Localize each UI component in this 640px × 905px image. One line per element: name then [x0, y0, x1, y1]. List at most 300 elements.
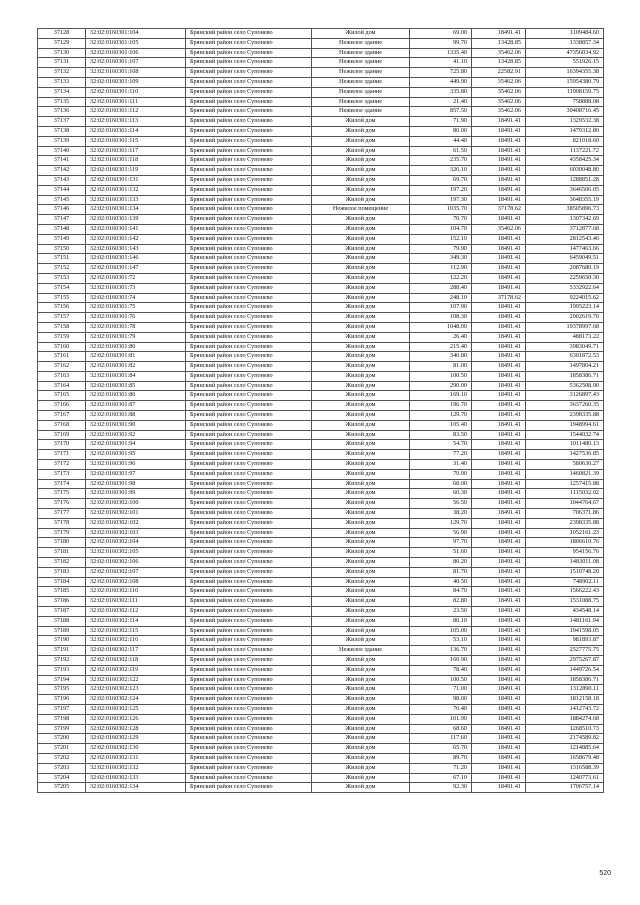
area-cell: 104.70 [410, 224, 472, 234]
table-row [38, 362, 604, 372]
address-cell: Брянский район село Супонево [186, 636, 312, 646]
table-row [38, 234, 604, 244]
table-row [38, 58, 604, 68]
object-type-cell: Нежилое здание [312, 97, 410, 107]
total-value-cell: 981893.87 [526, 636, 604, 646]
total-value-cell: 1268510.73 [526, 724, 604, 734]
row-index-cell: 37203 [38, 763, 86, 773]
address-cell: Брянский район село Супонево [186, 626, 312, 636]
row-index-cell: 37188 [38, 616, 86, 626]
address-cell: Брянский район село Супонево [186, 450, 312, 460]
area-cell: 1035.70 [410, 205, 472, 215]
table-row [38, 195, 604, 205]
cadastral-number-cell: 32:02:0160302:128 [86, 724, 186, 734]
row-index-cell: 37200 [38, 734, 86, 744]
row-index-cell: 37198 [38, 714, 86, 724]
unit-price-cell: 35462.06 [472, 97, 526, 107]
unit-price-cell: 18491.41 [472, 460, 526, 470]
cadastral-number-cell: 32:02:0160301:112 [86, 107, 186, 117]
area-cell: 68.60 [410, 724, 472, 734]
total-value-cell: 1312890.11 [526, 685, 604, 695]
address-cell: Брянский район село Супонево [186, 587, 312, 597]
row-index-cell: 37164 [38, 381, 86, 391]
total-value-cell: 1858386.71 [526, 675, 604, 685]
unit-price-cell: 18491.41 [472, 303, 526, 313]
area-cell: 100.50 [410, 675, 472, 685]
address-cell: Брянский район село Супонево [186, 293, 312, 303]
unit-price-cell: 18491.41 [472, 469, 526, 479]
cadastral-number-cell: 32:02:0160302:114 [86, 616, 186, 626]
area-cell: 129.70 [410, 518, 472, 528]
row-index-cell: 37195 [38, 685, 86, 695]
object-type-cell: Жилой дом [312, 293, 410, 303]
cadastral-number-cell: 32:02:0160301:74 [86, 293, 186, 303]
unit-price-cell: 13428.85 [472, 38, 526, 48]
table-row [38, 714, 604, 724]
row-index-cell: 37172 [38, 460, 86, 470]
area-cell: 105.40 [410, 420, 472, 430]
unit-price-cell: 18491.41 [472, 518, 526, 528]
cadastral-number-cell: 32:02:0160301:106 [86, 48, 186, 58]
object-type-cell: Жилой дом [312, 548, 410, 558]
row-index-cell: 37176 [38, 499, 86, 509]
total-value-cell: 488173.22 [526, 332, 604, 342]
unit-price-cell: 18491.41 [472, 450, 526, 460]
row-index-cell: 37191 [38, 646, 86, 656]
object-type-cell: Жилой дом [312, 597, 410, 607]
table-row [38, 528, 604, 538]
object-type-cell: Нежилое здание [312, 58, 410, 68]
area-cell: 84.70 [410, 587, 472, 597]
row-index-cell: 37146 [38, 205, 86, 215]
area-cell: 41.10 [410, 58, 472, 68]
row-index-cell: 37137 [38, 117, 86, 127]
unit-price-cell: 13428.85 [472, 58, 526, 68]
row-index-cell: 37153 [38, 273, 86, 283]
unit-price-cell: 18491.41 [472, 273, 526, 283]
table-row [38, 107, 604, 117]
cadastral-number-cell: 32:02:0160301:76 [86, 313, 186, 323]
cadastral-number-cell: 32:02:0160301:79 [86, 332, 186, 342]
row-index-cell: 37128 [38, 29, 86, 39]
address-cell: Брянский район село Супонево [186, 166, 312, 176]
object-type-cell: Жилой дом [312, 714, 410, 724]
object-type-cell: Жилой дом [312, 156, 410, 166]
cadastral-number-cell: 32:02:0160301:87 [86, 401, 186, 411]
total-value-cell: 1948994.61 [526, 420, 604, 430]
object-type-cell: Жилой дом [312, 607, 410, 617]
area-cell: 69.00 [410, 29, 472, 39]
total-value-cell: 434548.14 [526, 607, 604, 617]
address-cell: Брянский район село Супонево [186, 97, 312, 107]
address-cell: Брянский район село Супонево [186, 77, 312, 87]
total-value-cell: 1497804.21 [526, 362, 604, 372]
cadastral-number-cell: 32:02:0160301:81 [86, 352, 186, 362]
cadastral-number-cell: 32:02:0160301:95 [86, 450, 186, 460]
area-cell: 80.20 [410, 558, 472, 568]
area-cell: 44.40 [410, 136, 472, 146]
unit-price-cell: 18491.41 [472, 675, 526, 685]
address-cell: Брянский район село Супонево [186, 283, 312, 293]
area-cell: 160.90 [410, 656, 472, 666]
object-type-cell: Жилой дом [312, 724, 410, 734]
total-value-cell: 1806610.76 [526, 538, 604, 548]
object-type-cell: Жилой дом [312, 656, 410, 666]
cadastral-number-cell: 32:02:0160301:90 [86, 420, 186, 430]
row-index-cell: 37166 [38, 401, 86, 411]
object-type-cell: Жилой дом [312, 166, 410, 176]
unit-price-cell: 18491.41 [472, 430, 526, 440]
table-row [38, 371, 604, 381]
area-cell: 857.50 [410, 107, 472, 117]
object-type-cell: Жилой дом [312, 479, 410, 489]
address-cell: Брянский район село Супонево [186, 518, 312, 528]
table-row [38, 381, 604, 391]
unit-price-cell: 18491.41 [472, 401, 526, 411]
table-row [38, 489, 604, 499]
row-index-cell: 37181 [38, 548, 86, 558]
object-type-cell: Жилой дом [312, 773, 410, 783]
area-cell: 107.90 [410, 303, 472, 313]
unit-price-cell: 18491.41 [472, 665, 526, 675]
unit-price-cell: 18491.41 [472, 156, 526, 166]
total-value-cell: 15954380.79 [526, 77, 604, 87]
total-value-cell: 1477463.66 [526, 244, 604, 254]
address-cell: Брянский район село Супонево [186, 401, 312, 411]
table-row [38, 763, 604, 773]
object-type-cell: Жилой дом [312, 264, 410, 274]
table-row [38, 175, 604, 185]
row-index-cell: 37157 [38, 313, 86, 323]
row-index-cell: 37148 [38, 224, 86, 234]
table-row [38, 460, 604, 470]
area-cell: 80.00 [410, 126, 472, 136]
unit-price-cell: 18491.41 [472, 234, 526, 244]
address-cell: Брянский район село Супонево [186, 567, 312, 577]
table-row [38, 558, 604, 568]
cadastral-number-cell: 32:02:0160301:114 [86, 126, 186, 136]
row-index-cell: 37154 [38, 283, 86, 293]
table-row [38, 420, 604, 430]
address-cell: Брянский район село Супонево [186, 273, 312, 283]
address-cell: Брянский район село Супонево [186, 489, 312, 499]
object-type-cell: Жилой дом [312, 469, 410, 479]
total-value-cell: 1137221.72 [526, 146, 604, 156]
total-value-cell: 1658679.48 [526, 753, 604, 763]
total-value-cell: 6459049.51 [526, 254, 604, 264]
unit-price-cell: 18491.41 [472, 734, 526, 744]
total-value-cell: 1941598.05 [526, 626, 604, 636]
object-type-cell: Жилой дом [312, 313, 410, 323]
object-type-cell: Жилой дом [312, 499, 410, 509]
row-index-cell: 37156 [38, 303, 86, 313]
unit-price-cell: 18491.41 [472, 254, 526, 264]
object-type-cell: Жилой дом [312, 783, 410, 793]
object-type-cell: Жилой дом [312, 254, 410, 264]
area-cell: 80.10 [410, 616, 472, 626]
row-index-cell: 37130 [38, 48, 86, 58]
table-row [38, 303, 604, 313]
address-cell: Брянский район село Супонево [186, 763, 312, 773]
unit-price-cell: 18491.41 [472, 342, 526, 352]
address-cell: Брянский район село Супонево [186, 234, 312, 244]
table-row [38, 264, 604, 274]
total-value-cell: 1115032.02 [526, 489, 604, 499]
area-cell: 122.20 [410, 273, 472, 283]
total-value-cell: 1544032.74 [526, 430, 604, 440]
cadastral-number-cell: 32:02:0160301:146 [86, 254, 186, 264]
area-cell: 108.30 [410, 313, 472, 323]
area-cell: 326.10 [410, 166, 472, 176]
unit-price-cell: 18491.41 [472, 528, 526, 538]
total-value-cell: 1240773.61 [526, 773, 604, 783]
total-value-cell: 2975267.87 [526, 656, 604, 666]
table-row [38, 734, 604, 744]
unit-price-cell: 35462.06 [472, 77, 526, 87]
table-row [38, 744, 604, 754]
cadastral-number-cell: 32:02:0160301:97 [86, 469, 186, 479]
table-row [38, 293, 604, 303]
row-index-cell: 37185 [38, 587, 86, 597]
cadastral-number-cell: 32:02:0160302:119 [86, 665, 186, 675]
object-type-cell: Жилой дом [312, 29, 410, 39]
area-cell: 105.00 [410, 626, 472, 636]
row-index-cell: 37171 [38, 450, 86, 460]
table-row [38, 38, 604, 48]
area-cell: 38.20 [410, 509, 472, 519]
row-index-cell: 37184 [38, 577, 86, 587]
unit-price-cell: 18491.41 [472, 185, 526, 195]
table-row [38, 29, 604, 39]
cadastral-number-cell: 32:02:0160301:142 [86, 234, 186, 244]
total-value-cell: 1329532.38 [526, 117, 604, 127]
row-index-cell: 37175 [38, 489, 86, 499]
table-row [38, 567, 604, 577]
row-index-cell: 37150 [38, 244, 86, 254]
total-value-cell: 2002619.70 [526, 313, 604, 323]
area-cell: 112.90 [410, 264, 472, 274]
address-cell: Брянский район село Супонево [186, 479, 312, 489]
address-cell: Брянский район село Супонево [186, 538, 312, 548]
object-type-cell: Нежилое здание [312, 77, 410, 87]
cadastral-number-cell: 32:02:0160301:113 [86, 117, 186, 127]
row-index-cell: 37129 [38, 38, 86, 48]
table-row [38, 509, 604, 519]
total-value-cell: 758888.08 [526, 97, 604, 107]
cadastral-number-cell: 32:02:0160302:103 [86, 528, 186, 538]
object-type-cell: Нежилое здание [312, 48, 410, 58]
unit-price-cell: 18491.41 [472, 773, 526, 783]
area-cell: 81.70 [410, 567, 472, 577]
row-index-cell: 37158 [38, 322, 86, 332]
total-value-cell: 3126897.43 [526, 391, 604, 401]
address-cell: Брянский район село Супонево [186, 107, 312, 117]
table-row [38, 87, 604, 97]
total-value-cell: 1449726.54 [526, 665, 604, 675]
address-cell: Брянский район село Супонево [186, 126, 312, 136]
unit-price-cell: 18491.41 [472, 391, 526, 401]
row-index-cell: 37135 [38, 97, 86, 107]
area-cell: 449.90 [410, 77, 472, 87]
total-value-cell: 1479312.80 [526, 126, 604, 136]
table-row [38, 695, 604, 705]
row-index-cell: 37159 [38, 332, 86, 342]
area-cell: 79.90 [410, 244, 472, 254]
cadastral-number-cell: 32:02:0160302:126 [86, 714, 186, 724]
total-value-cell: 1412743.72 [526, 704, 604, 714]
object-type-cell: Жилой дом [312, 342, 410, 352]
address-cell: Брянский район село Супонево [186, 136, 312, 146]
address-cell: Брянский район село Супонево [186, 646, 312, 656]
cadastral-number-cell: 32:02:0160301:75 [86, 303, 186, 313]
unit-price-cell: 18491.41 [472, 636, 526, 646]
address-cell: Брянский район село Супонево [186, 695, 312, 705]
row-index-cell: 37162 [38, 362, 86, 372]
cadastral-number-cell: 32:02:0160302:101 [86, 509, 186, 519]
unit-price-cell: 18491.41 [472, 567, 526, 577]
row-index-cell: 37147 [38, 215, 86, 225]
area-cell: 70.70 [410, 215, 472, 225]
address-cell: Брянский район село Супонево [186, 38, 312, 48]
address-cell: Брянский район село Супонево [186, 548, 312, 558]
table-row [38, 704, 604, 714]
address-cell: Брянский район село Супонево [186, 411, 312, 421]
address-cell: Брянский район село Супонево [186, 352, 312, 362]
object-type-cell: Жилой дом [312, 215, 410, 225]
table-row [38, 499, 604, 509]
unit-price-cell: 18491.41 [472, 714, 526, 724]
table-row [38, 411, 604, 421]
total-value-cell: 3646506.05 [526, 185, 604, 195]
unit-price-cell: 18491.41 [472, 753, 526, 763]
area-cell: 56.90 [410, 528, 472, 538]
area-cell: 101.90 [410, 714, 472, 724]
area-cell: 67.10 [410, 773, 472, 783]
cadastral-number-cell: 32:02:0160301:108 [86, 68, 186, 78]
cadastral-number-cell: 32:02:0160302:130 [86, 744, 186, 754]
object-type-cell: Жилой дом [312, 224, 410, 234]
unit-price-cell: 18491.41 [472, 362, 526, 372]
cadastral-number-cell: 32:02:0160302:102 [86, 518, 186, 528]
row-index-cell: 37138 [38, 126, 86, 136]
address-cell: Брянский район село Супонево [186, 224, 312, 234]
unit-price-cell: 18491.41 [472, 411, 526, 421]
total-value-cell: 2259650.30 [526, 273, 604, 283]
row-index-cell: 37152 [38, 264, 86, 274]
address-cell: Брянский район село Супонево [186, 607, 312, 617]
unit-price-cell: 35462.06 [472, 48, 526, 58]
table-row [38, 401, 604, 411]
total-value-cell: 954156.76 [526, 548, 604, 558]
address-cell: Брянский район село Супонево [186, 254, 312, 264]
unit-price-cell: 18491.41 [472, 332, 526, 342]
address-cell: Брянский район село Супонево [186, 744, 312, 754]
area-cell: 152.10 [410, 234, 472, 244]
area-cell: 60.30 [410, 489, 472, 499]
address-cell: Брянский район село Супонево [186, 244, 312, 254]
table-row [38, 185, 604, 195]
cadastral-number-cell: 32:02:0160301:85 [86, 381, 186, 391]
row-index-cell: 37151 [38, 254, 86, 264]
table-row [38, 626, 604, 636]
object-type-cell: Жилой дом [312, 430, 410, 440]
cadastral-number-cell: 32:02:0160301:78 [86, 322, 186, 332]
table-row [38, 48, 604, 58]
area-cell: 335.80 [410, 87, 472, 97]
cadastral-number-cell: 32:02:0160302:100 [86, 499, 186, 509]
cadastral-number-cell: 32:02:0160302:112 [86, 607, 186, 617]
object-type-cell: Жилой дом [312, 420, 410, 430]
cadastral-number-cell: 32:02:0160302:131 [86, 753, 186, 763]
area-cell: 98.00 [410, 695, 472, 705]
address-cell: Брянский район село Супонево [186, 117, 312, 127]
area-cell: 1048.00 [410, 322, 472, 332]
total-value-cell: 1052161.23 [526, 528, 604, 538]
unit-price-cell: 18491.41 [472, 313, 526, 323]
total-value-cell: 6030048.80 [526, 166, 604, 176]
cadastral-number-cell: 32:02:0160301:84 [86, 371, 186, 381]
cadastral-number-cell: 32:02:0160302:107 [86, 567, 186, 577]
total-value-cell: 5362508.90 [526, 381, 604, 391]
unit-price-cell: 18491.41 [472, 763, 526, 773]
cadastral-number-cell: 32:02:0160302:111 [86, 597, 186, 607]
row-index-cell: 37187 [38, 607, 86, 617]
address-cell: Брянский район село Супонево [186, 185, 312, 195]
area-cell: 197.20 [410, 185, 472, 195]
address-cell: Брянский район село Супонево [186, 469, 312, 479]
address-cell: Брянский район село Супонево [186, 773, 312, 783]
unit-price-cell: 18491.41 [472, 685, 526, 695]
address-cell: Брянский район село Супонево [186, 704, 312, 714]
total-value-cell: 4358425.34 [526, 156, 604, 166]
area-cell: 97.70 [410, 538, 472, 548]
object-type-cell: Жилой дом [312, 362, 410, 372]
cadastral-number-cell: 32:02:0160301:96 [86, 460, 186, 470]
object-type-cell: Жилой дом [312, 175, 410, 185]
row-index-cell: 37139 [38, 136, 86, 146]
row-index-cell: 37178 [38, 518, 86, 528]
total-value-cell: 1427536.85 [526, 450, 604, 460]
table-row [38, 313, 604, 323]
unit-price-cell: 37178.62 [472, 205, 526, 215]
address-cell: Брянский район село Супонево [186, 440, 312, 450]
cadastral-number-cell: 32:02:0160301:119 [86, 166, 186, 176]
table-row [38, 616, 604, 626]
table-row [38, 244, 604, 254]
object-type-cell: Жилой дом [312, 401, 410, 411]
cadastral-number-cell: 32:02:0160301:118 [86, 156, 186, 166]
object-type-cell: Жилой дом [312, 528, 410, 538]
object-type-cell: Жилой дом [312, 283, 410, 293]
cadastral-number-cell: 32:02:0160302:106 [86, 558, 186, 568]
cadastral-number-cell: 32:02:0160301:133 [86, 195, 186, 205]
cadastral-number-cell: 32:02:0160301:72 [86, 273, 186, 283]
address-cell: Брянский район село Супонево [186, 146, 312, 156]
total-value-cell: 580630.27 [526, 460, 604, 470]
table-row [38, 97, 604, 107]
address-cell: Брянский район село Супонево [186, 205, 312, 215]
cadastral-number-cell: 32:02:0160301:111 [86, 97, 186, 107]
table-row [38, 773, 604, 783]
row-index-cell: 37167 [38, 411, 86, 421]
row-index-cell: 37170 [38, 440, 86, 450]
area-cell: 56.50 [410, 499, 472, 509]
total-value-cell: 1214885.64 [526, 744, 604, 754]
row-index-cell: 37131 [38, 58, 86, 68]
cadastral-number-cell: 32:02:0160302:116 [86, 636, 186, 646]
table-row [38, 254, 604, 264]
object-type-cell: Жилой дом [312, 371, 410, 381]
